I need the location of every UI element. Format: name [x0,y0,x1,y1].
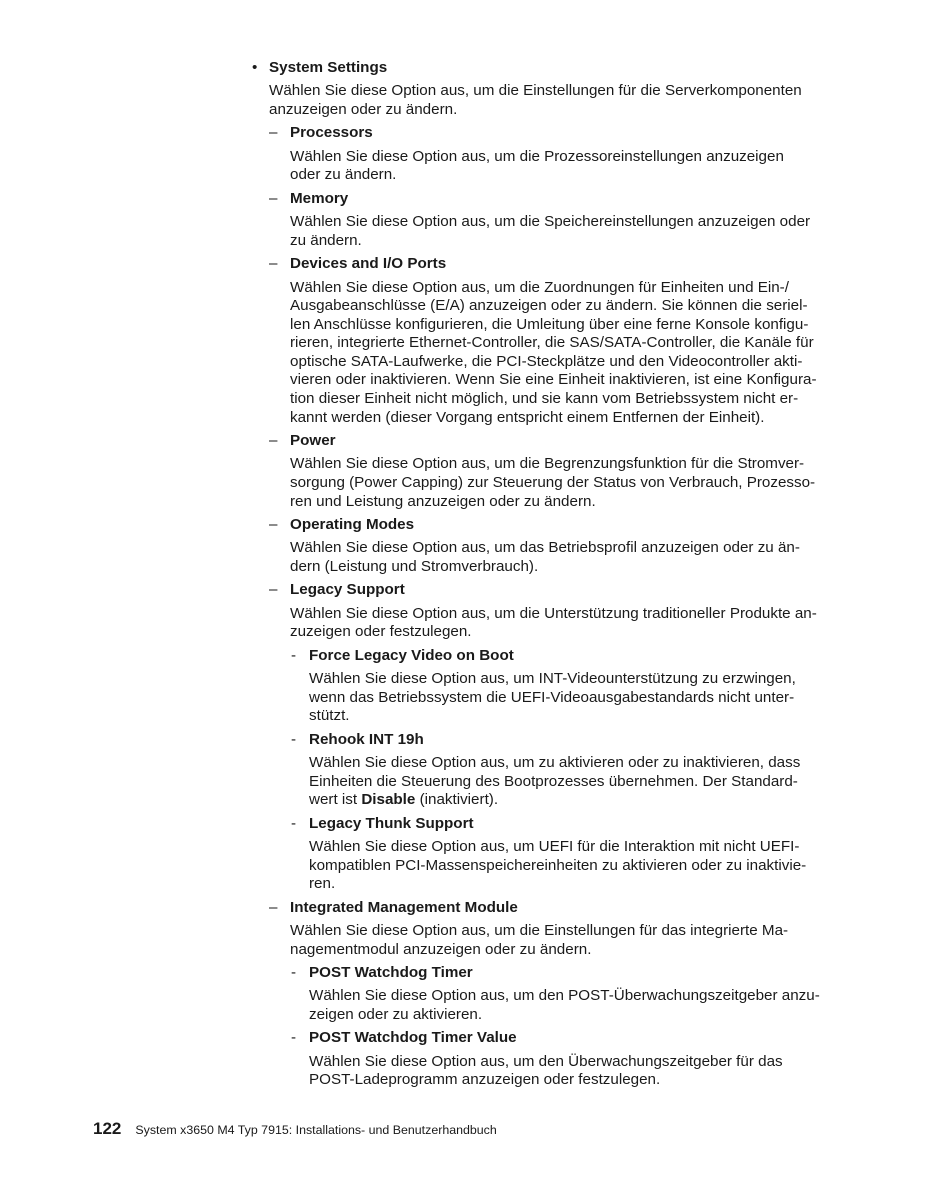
setting-item [250,581,845,642]
setting-item [250,255,845,427]
setting-term: Processors [290,124,373,142]
description-line: optische SATA-Laufwerke, die PCI-Steckplätze und den Videocontroller akti- [290,352,803,370]
setting-description [309,987,845,1024]
setting-item [250,124,845,185]
list-marker: – [269,124,278,142]
setting-description [290,213,845,250]
description-line: Wählen Sie diese Option aus, um die Unterstützung traditioneller Produkte an- [290,604,817,622]
setting-item [250,432,845,511]
description-line: Wählen Sie diese Option aus, um den Überwachungszeitgeber für das [309,1052,783,1070]
setting-item [250,899,845,960]
setting-term: Power [290,432,336,450]
description-line: Wählen Sie diese Option aus, um die Einstellungen für das integrierte Ma- [290,922,789,940]
description-line: ren. [309,875,336,893]
list-marker: – [269,898,278,916]
list-marker: • [252,59,258,76]
description-line: Wählen Sie diese Option aus, um UEFI für die Interaktion mit nicht UEFI- [309,838,800,856]
setting-term: Force Legacy Video on Boot [309,646,514,664]
description-line: POST-Ladeprogramm anzuzeigen oder festzulegen. [309,1071,661,1089]
setting-term: Devices and I/O Ports [290,255,447,273]
list-marker: – [269,432,278,450]
list-marker: - [291,646,297,664]
description-line: tion dieser Einheit nicht möglich, und sie kann vom Betriebssystem nicht er- [290,390,799,408]
setting-description [290,455,845,511]
description-line: Wählen Sie diese Option aus, um INT-Videounterstützung zu erzwingen, [309,670,796,688]
setting-description [269,82,845,119]
setting-item [250,731,845,810]
description-line: zeigen oder zu aktivieren. [309,1006,483,1024]
description-line: Wählen Sie diese Option aus, um die Einstellungen für die Serverkomponenten [269,82,802,100]
setting-term: System Settings [269,59,388,76]
setting-item [250,815,845,894]
setting-description [290,605,845,642]
setting-description [309,838,845,894]
footer-book-title: System x3650 M4 Typ 7915: Installations- und Benutzerhandbuch [135,1123,497,1137]
description-line: kannt werden (dieser Vorgang entspricht einem Entfernen der Einheit). [290,408,765,426]
setting-term: POST Watchdog Timer [309,964,473,982]
setting-description [290,279,845,428]
description-line: anzuzeigen oder zu ändern. [269,100,458,118]
setting-description [290,539,845,576]
description-line: sorgung (Power Capping) zur Steuerung der Status von Verbrauch, Prozesso- [290,474,816,492]
description-line: Wählen Sie diese Option aus, um das Betriebsprofil anzuzeigen oder zu än- [290,539,800,557]
description-line: Wählen Sie diese Option aus, um die Prozessoreinstellungen anzuzeigen [290,147,784,165]
description-line: kompatiblen PCI-Massenspeichereinheiten zu aktivieren oder zu inaktivie- [309,856,807,874]
setting-item [250,964,845,1025]
setting-term: POST Watchdog Timer Value [309,1029,517,1047]
list-marker: - [291,730,297,748]
setting-description [309,754,845,810]
description-line: Wählen Sie diese Option aus, um die Begrenzungsfunktion für die Stromver- [290,455,805,473]
description-line: stützt. [309,707,350,725]
description-line [309,791,498,808]
description-text: wert ist [309,791,362,809]
description-line: oder zu ändern. [290,166,397,184]
setting-item [250,647,845,726]
description-line: dern (Leistung und Stromverbrauch). [290,558,539,576]
list-marker: – [269,255,278,273]
setting-term: Legacy Thunk Support [309,814,474,832]
description-line: Wählen Sie diese Option aus, um zu aktivieren oder zu inaktivieren, dass [309,754,801,772]
list-marker: – [269,516,278,534]
setting-term: Rehook INT 19h [309,730,424,748]
description-line: zu ändern. [290,231,362,249]
description-line: Wählen Sie diese Option aus, um die Zuordnungen für Einheiten und Ein-/ [290,278,789,296]
setting-description [290,922,845,959]
description-line: rieren, integrierte Ethernet-Controller, die SAS/SATA-Controller, die Kanäle für [290,334,814,352]
list-marker: - [291,1029,297,1047]
description-line: wenn das Betriebssystem die UEFI-Videoausgabestandards nicht unter- [309,688,795,706]
list-marker: – [269,189,278,207]
description-text: (inaktiviert). [415,791,499,809]
setting-item [250,1029,845,1090]
setting-description [290,148,845,185]
description-line: zuzeigen oder festzulegen. [290,623,472,641]
default-value: Disable [361,791,416,809]
description-line: Wählen Sie diese Option aus, um den POST-Überwachungszeitgeber anzu- [309,987,820,1005]
page-footer [93,1119,497,1139]
setting-term: Integrated Management Module [290,898,518,916]
setting-item [250,516,845,577]
list-marker: - [291,814,297,832]
setting-item [250,59,845,120]
setting-description [309,1053,845,1090]
settings-description-list [250,59,845,1095]
setting-item [250,190,845,251]
description-line: ren und Leistung anzuzeigen oder zu ändern. [290,492,596,510]
description-line: Einheiten die Steuerung des Bootprozesses übernehmen. Der Standard- [309,772,798,790]
setting-description [309,670,845,726]
description-line: Ausgabeanschlüsse (E/A) anzuzeigen oder zu ändern. Sie können die seriel- [290,297,808,315]
description-line: Wählen Sie diese Option aus, um die Speichereinstellungen anzuzeigen oder [290,213,811,231]
description-line: vieren oder inaktivieren. Wenn Sie eine Einheit inaktivieren, ist eine Konfigura- [290,371,817,389]
list-marker: - [291,964,297,982]
list-marker: – [269,581,278,599]
page-number: 122 [93,1119,122,1138]
description-line: len Anschlüsse konfigurieren, die Umleitung über eine ferne Konsole konfigu- [290,315,809,333]
setting-term: Legacy Support [290,581,405,599]
setting-term: Memory [290,189,349,207]
description-line: nagementmodul anzuzeigen oder zu ändern. [290,940,592,958]
setting-term: Operating Modes [290,516,415,534]
